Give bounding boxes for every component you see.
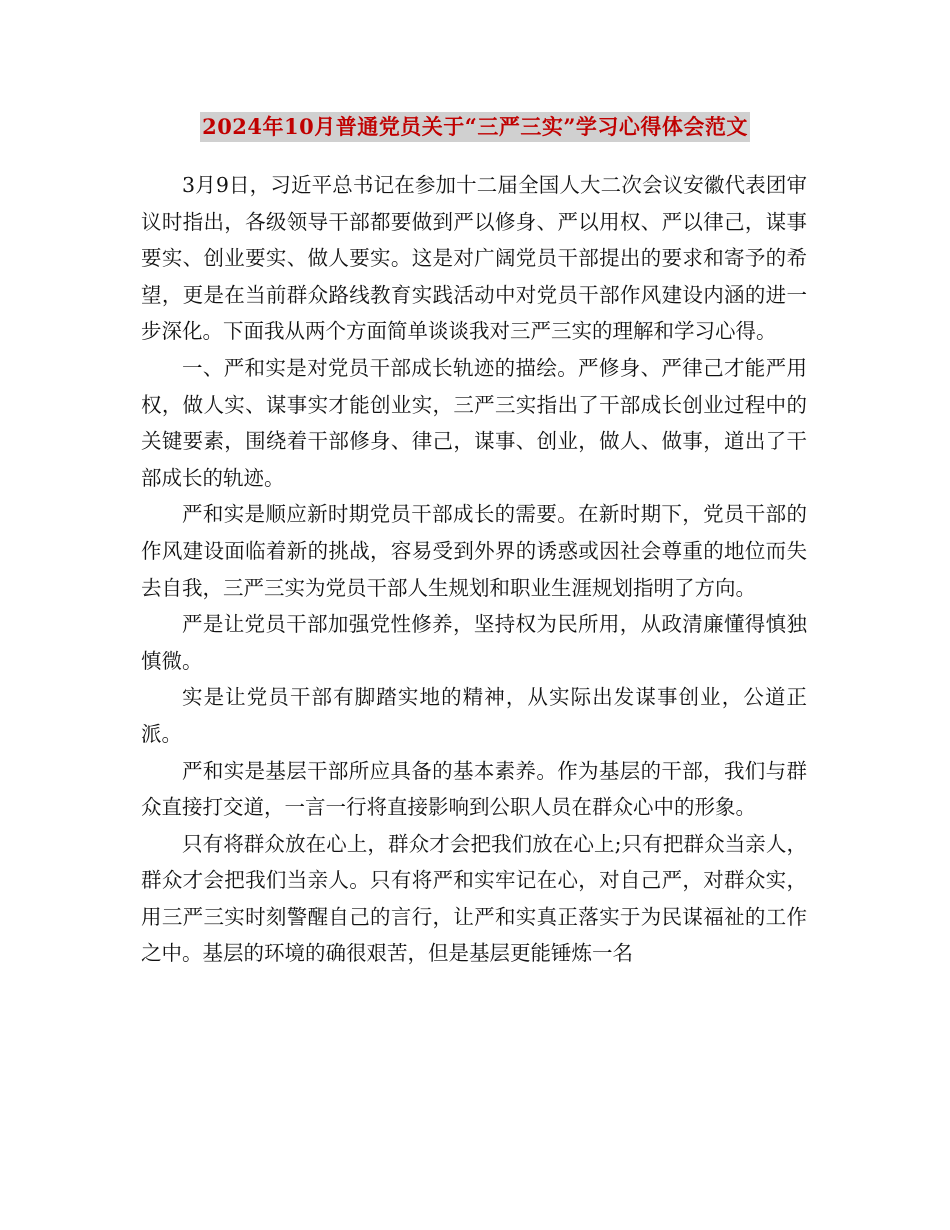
paragraph-6: 严和实是基层干部所应具备的基本素养。作为基层的干部，我们与群众直接打交道，一言一行将直接影响到公职人员在群众心中的形象。: [141, 758, 807, 820]
paragraph-5: 实是让党员干部有脚踏实地的精神，从实际出发谋事创业，公道正派。: [141, 685, 807, 746]
paragraph-3: 严和实是顺应新时期党员干部成长的需要。在新时期下，党员干部的作风建设面临着新的挑战，容易受到外界的诱惑或因社会尊重的地位而失去自我，三严三实为党员干部人生规划和职业生涯规划指明了方向。: [141, 502, 807, 600]
document-title: 2024年10月普通党员关于“三严三实”学习心得体会范文: [200, 112, 750, 142]
paragraph-7: 只有将群众放在心上，群众才会把我们放在心上;只有把群众当亲人，群众才会把我们当亲人。只有将严和实牢记在心，对自己严，对群众实，用三严三实时刻警醒自己的言行，让严和实真正落实于为民谋福祉的工作之中。基层的环境的确很艰苦，但是基层更能锤炼一名: [141, 831, 807, 966]
paragraph-4: 严是让党员干部加强党性修养，坚持权为民所用，从政清廉懂得慎独慎微。: [141, 612, 807, 673]
document-body: [141, 167, 807, 972]
paragraph-2: 一、严和实是对党员干部成长轨迹的描绘。严修身、严律己才能严用权，做人实、谋事实才能创业实，三严三实指出了干部成长创业过程中的关键要素，围绕着干部修身、律己，谋事、创业，做人、做事，道出了干部成长的轨迹。: [141, 355, 807, 490]
title-wrap: [0, 112, 950, 142]
paragraph-1: 3月9日，习近平总书记在参加十二届全国人大二次会议安徽代表团审议时指出，各级领导干部都要做到严以修身、严以用权、严以律己，谋事要实、创业要实、做人要实。这是对广阔党员干部提出的要求和寄予的希望，更是在当前群众路线教育实践活动中对党员干部作风建设内涵的进一步深化。下面我从两个方面简单谈谈我对三严三实的理解和学习心得。: [141, 173, 807, 344]
